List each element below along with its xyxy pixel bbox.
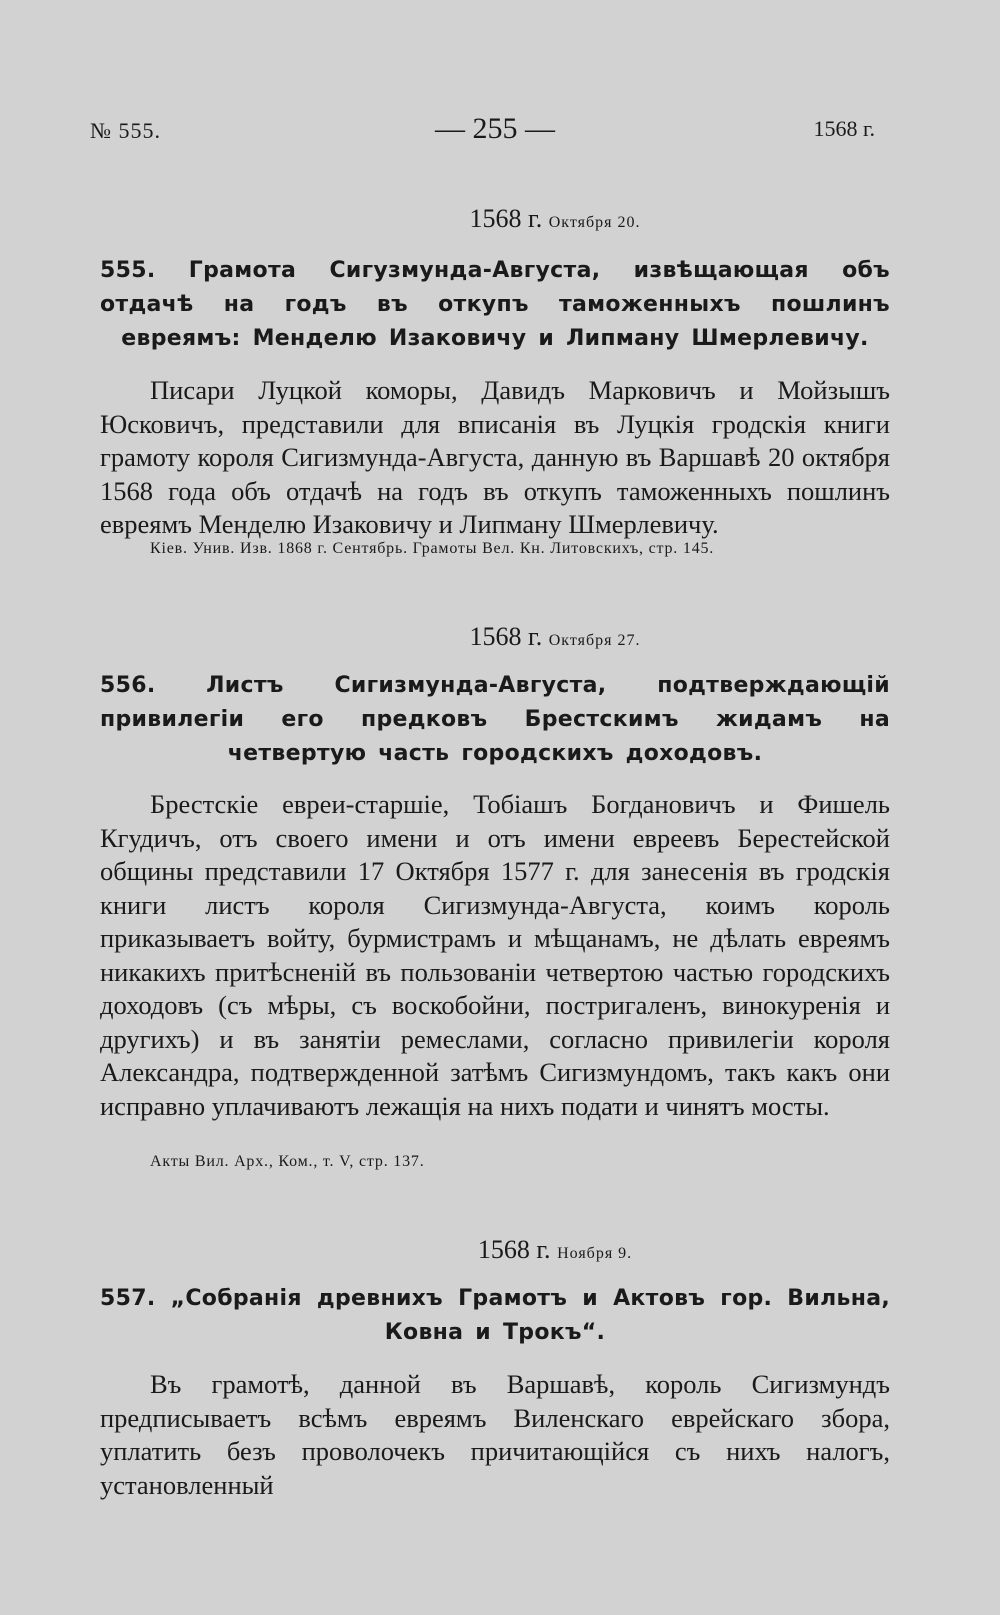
page-header bbox=[90, 112, 875, 152]
entry-body: Брестскіе евреи-старшіе, Тобіашъ Богдановичъ и Фишель Кгудичъ, отъ своего имени и отъ имени евреевъ Берестейской общины представили 17 Октября 1577 г. для занесенія въ гродскія книги листъ короля Сигизмунда-Августа, коимъ король приказываетъ войту, бурмистрамъ и мѣщанамъ, не дѣлать евреямъ никакихъ притѣсненій въ пользованіи четвертою частью городскихъ доходовъ (съ мѣры, съ воскобойни, постригаленъ, винокуренія и другихъ) и въ занятіи ремеслами, согласно привилегіи короля Александра, подтвержденной затѣмъ Сигизмундомъ, такъ какъ они исправно уплачиваютъ лежащія на нихъ подати и чинятъ мосты. bbox=[100, 789, 890, 1121]
entry-body: Писари Луцкой коморы, Давидъ Марковичъ и Мойзышъ Юсковичъ, представили для вписанія въ Луцкія гродскія книги грамоту короля Сигизмунда-Августа, данную въ Варшавѣ 20 октября 1568 года объ отдачѣ на годъ въ откупъ таможенныхъ пошлинъ евреямъ Менделю Изаковичу и Липману Шмерлевичу. bbox=[100, 375, 890, 539]
entry-date: 1568 г. Октября 27. bbox=[469, 622, 641, 651]
entry-source: Акты Вил. Арх., Ком., т. V, стр. 137. bbox=[150, 1153, 425, 1170]
header-year: 1568 г. bbox=[813, 116, 875, 141]
entry-title: 557. „Собранія древнихъ Грамотъ и Актовъ гор. Вильна, Ковна и Трокъ“. bbox=[100, 1286, 890, 1345]
page-number: — 255 — bbox=[435, 112, 555, 145]
entry-date: 1568 г. Октября 20. bbox=[469, 204, 641, 233]
entry-source: Кіев. Унив. Изв. 1868 г. Сентябрь. Грамоты Вел. Кн. Литовскихъ, стр. 145. bbox=[150, 540, 715, 557]
entry-title: 555. Грамота Сигузмунда-Августа, извѣщающая объ отдачѣ на годъ въ откупъ таможенныхъ пошлинъ евреямъ: Менделю Изаковичу и Липману Шмерлевичу. bbox=[100, 258, 890, 351]
entry-title: 556. Листъ Сигизмунда-Августа, подтверждающій привилегіи его предковъ Брестскимъ жидамъ на четвертую часть городскихъ доходовъ. bbox=[100, 673, 890, 766]
entry-number: № 555. bbox=[90, 118, 161, 143]
entry-date: 1568 г. Ноября 9. bbox=[477, 1235, 633, 1264]
entry-body: Въ грамотѣ, данной въ Варшавѣ, король Сигизмундъ предписываетъ всѣмъ евреямъ Виленскаго еврейскаго збора, уплатить безъ проволочекъ причитающійся съ нихъ налогъ, установленный bbox=[100, 1369, 890, 1500]
